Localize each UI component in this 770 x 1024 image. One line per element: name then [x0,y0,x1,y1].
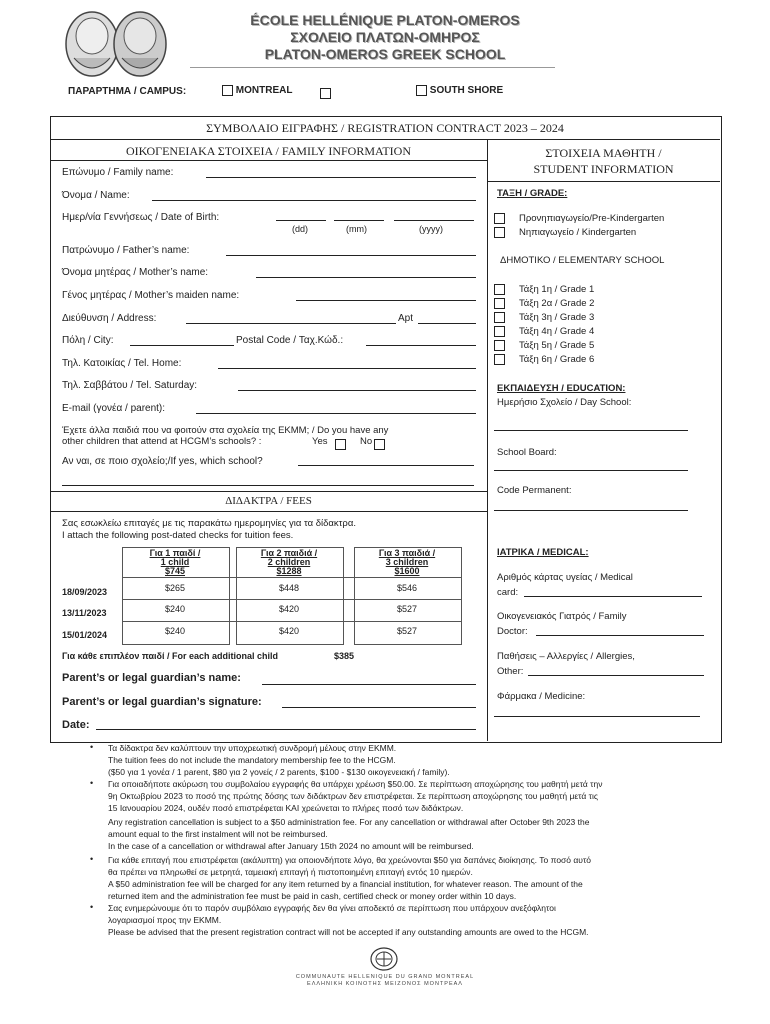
note-line: Τα δίδακτρα δεν καλύπτουν την υποχρεωτική συνδρομή μέλους στην ΕΚΜΜ. [108,743,397,753]
col1-en: 1 child [160,557,190,567]
family-heading: ΟΙΚΟΓΕΝΕΙΑΚΑ ΣΤΟΙΧΕΙΑ / FAMILY INFORMATION [126,144,411,158]
note-line: Please be advised that the present registration contract will not be accepted if any outstanding amounts are owed to the HCGM. [108,927,589,937]
city-field[interactable] [130,345,234,346]
allergies-label-2: Other: [497,666,524,677]
divider [122,577,462,578]
medical-label: ΙΑΤΡΙΚΑ / MEDICAL: [497,547,589,558]
grade-label: ΤΑΞΗ / GRADE: [497,188,568,199]
divider [122,621,462,622]
note-line: 9η Οκτωβρίου 2023 το ποσό της πρώτης δόσης των διδάκτρων δεν επιστρέφεται. Σε περίπτωση αποχώρησης του μαθητή μετά τις [108,791,599,801]
fee-cell: $527 [396,604,418,614]
bullet: • [90,778,94,788]
col3-en: 3 children [385,557,429,567]
divider [50,511,487,512]
campus-montreal-label: MONTREAL [235,85,293,97]
col3-gr: Για 3 παιδιά / [378,548,436,558]
prek-label: Προνηπιαγωγείο/Pre-Kindergarten [519,213,665,225]
col1-total: $745 [164,566,186,576]
postal-label: Postal Code / Ταχ.Κώδ.: [236,335,344,346]
footer-line-2: ΕΛΛΗΝΙΚΗ ΚΟΙΝΟΤΗΣ ΜΕΙΖΟΝΟΣ ΜΟΝΤΡΕΑΛ [307,981,463,987]
grade-3-label: Τάξη 3η / Grade 3 [519,312,595,324]
note-line: Για οποιαδήποτε ακύρωση του συμβολαίου εγγραφής θα υπάρχει χρέωση $50.00. Σε περίπτωση αποχώρησης του μαθητή μετά την [108,779,603,789]
col3-total: $1600 [394,566,420,576]
note-line: A $50 administration fee will be charged for any item returned by a financial institution, for whatever reason. The amount of the [108,879,583,889]
note-line: Any registration cancellation is subject to a $50 administration fee. For any cancellation or withdrawal after October 9th 2023 the [108,817,590,827]
contract-title: ΣΥΜΒΟΛΑΙΟ ΕΙΓΡΑΦΗΣ / REGISTRATION CONTRACT 2023 – 2024 [206,121,564,135]
divider [122,599,462,600]
medicine-label: Φάρμακα / Medicine: [497,691,586,702]
school-board-label: School Board: [497,447,557,458]
additional-child-value: $385 [334,651,355,661]
date-label: Date: [62,719,90,731]
guardian-signature-field[interactable] [282,707,476,708]
dob-day-field[interactable] [276,220,326,221]
student-heading-gr: ΣΤΟΙΧΕΙΑ ΜΑΘΗΤΗ / [545,146,662,160]
fee-cell: $527 [396,626,418,636]
fee-cell: $546 [396,583,418,593]
col2-en: 2 children [267,557,311,567]
campus-montreal-checkbox[interactable] [222,85,233,96]
mother-label: Όνομα μητέρας / Mother’s name: [62,267,209,278]
grade-3-checkbox[interactable] [494,312,505,323]
bullet: • [90,902,94,912]
grade-4-checkbox[interactable] [494,326,505,337]
bullet: • [90,742,94,752]
prek-checkbox[interactable] [494,213,505,224]
school-name-en: PLATON-OMEROS GREEK SCHOOL [264,46,506,62]
community-emblem-icon [369,946,399,972]
code-permanent-field[interactable] [494,510,688,511]
divider [50,139,720,140]
kindergarten-checkbox[interactable] [494,227,505,238]
tel-saturday-field[interactable] [238,390,476,391]
campus-south-shore-label: SOUTH SHORE [429,85,504,97]
medical-card-field[interactable] [524,596,702,597]
student-heading-en: STUDENT INFORMATION [533,162,674,176]
fee-cell: $420 [278,626,300,636]
mother-maiden-field[interactable] [296,300,476,301]
dob-year-field[interactable] [394,220,474,221]
apt-field[interactable] [418,323,476,324]
which-school-field[interactable] [298,465,474,466]
postal-field[interactable] [366,345,476,346]
medicine-field[interactable] [494,716,700,717]
fees-intro-en: I attach the following post-dated checks for tuition fees. [62,530,294,541]
note-line: ($50 για 1 γονέα / 1 parent, $80 για 2 γονείς / 2 parents, $100 - $130 οικογενειακή / family). [108,767,450,777]
divider [50,491,487,492]
kindergarten-label: Νηπιαγωγείο / Kindergarten [519,227,637,239]
day-school-field[interactable] [494,430,688,431]
apt-label: Apt [398,313,414,324]
other-children-no-checkbox[interactable] [374,439,385,450]
day-school-label: Ημερήσιο Σχολείο / Day School: [497,397,632,408]
grade-2-label: Τάξη 2α / Grade 2 [519,298,595,310]
dob-label: Ημερ/νία Γεννήσεως / Date of Birth: [62,212,220,223]
education-label: ΕΚΠΑΙΔΕΥΣΗ / EDUCATION: [497,383,626,394]
guardian-name-field[interactable] [262,684,476,685]
mm-hint: (mm) [346,224,367,234]
code-permanent-label: Code Permanent: [497,485,572,496]
father-label: Πατρώνυμο / Father’s name: [62,245,190,256]
note-line: amount equal to the first instalment will not be reimbursed. [108,829,328,839]
dob-month-field[interactable] [334,220,384,221]
date-field[interactable] [96,729,476,730]
fee-date-2: 13/11/2023 [62,608,107,618]
allergies-label-1: Παθήσεις – Αλλεργίες / Allergies, [497,651,635,662]
fee-date-1: 18/09/2023 [62,587,108,597]
fee-cell: $240 [164,604,186,614]
note-line: 15 Ιανουαρίου 2024, ουδέν ποσό επιστρέφεται ΚΑΙ χρεώνεται το πλήρες ποσό των διδάκτρων. [108,803,464,813]
col1-gr: Για 1 παιδί / [149,548,201,558]
family-name-field[interactable] [206,177,476,178]
fee-date-3: 15/01/2024 [62,630,108,640]
medical-card-label-1: Αριθμός κάρτας υγείας / Medical [497,572,633,583]
name-label: Όνομα / Name: [62,190,130,201]
column-divider [487,139,488,741]
note-line: Σας ενημερώνουμε ότι το παρόν συμβόλαιο εγγραφής δεν θα γίνει αποδεκτό σε περίπτωση που υπάρχουν ανεξόφλητοι [108,903,556,913]
which-school-label: Αν ναι, σε ποιο σχολείο;/If yes, which school? [62,456,263,467]
no-label: No [360,436,373,447]
grade-2-checkbox[interactable] [494,298,505,309]
note-line: The tuition fees do not include the mandatory membership fee to the HCGM. [108,755,396,765]
mother-maiden-label: Γένος μητέρας / Mother’s maiden name: [62,290,240,301]
additional-child-label: Για κάθε επιπλέον παιδί / For each additional child [62,651,278,661]
mother-field[interactable] [256,277,476,278]
fees-table [122,547,462,643]
campus-south-shore-checkbox[interactable] [416,85,427,96]
school-name-fr: ÉCOLE HELLÉNIQUE PLATON-OMEROS [250,12,520,28]
father-field[interactable] [226,255,476,256]
campus-other-checkbox[interactable] [320,88,331,99]
elementary-label: ΔΗΜΟΤΙΚΟ / ELEMENTARY SCHOOL [500,255,665,266]
col2-total: $1288 [276,566,302,576]
fee-cell: $265 [164,583,186,593]
note-line: Για κάθε επιταγή που επιστρέφεται (ακάλυπτη) για οποιονδήποτε λόγο, θα χρεώνονται $50 για δαπάνες διοίκησης. Το ποσό αυτό [108,855,592,865]
col2-gr: Για 2 παιδιά / [260,548,318,558]
campus-label: ΠΑΡΑΡΤΗΜΑ / CAMPUS: [68,86,187,97]
grade-1-label: Τάξη 1η / Grade 1 [519,284,595,296]
address-label: Διεύθυνση / Address: [62,313,157,324]
school-name-gr: ΣΧΟΛΕΙΟ ΠΛΑΤΩΝ-ΟΜΗΡΟΣ [290,29,480,45]
school-board-field[interactable] [494,470,688,471]
grade-4-label: Τάξη 4η / Grade 4 [519,326,595,338]
tel-home-field[interactable] [218,368,476,369]
grade-5-label: Τάξη 5η / Grade 5 [519,340,595,352]
city-label: Πόλη / City: [62,335,114,346]
allergies-field[interactable] [528,675,704,676]
fees-heading: ΔΙΔΑΚΤΡΑ / FEES [225,495,312,507]
other-children-yes-checkbox[interactable] [335,439,346,450]
tel-home-label: Τηλ. Κατοικίας / Tel. Home: [62,358,182,369]
divider [487,181,720,182]
other-children-question-2: other children that attend at HCGM’s schools? : [62,436,262,447]
address-field[interactable] [186,323,396,324]
divider [50,160,487,161]
guardian-signature-label: Parent’s or legal guardian’s signature: [62,696,262,708]
note-line: returned item and the administration fee must be paid in cash, certified check or money order within 10 days. [108,891,517,901]
grade-6-checkbox[interactable] [494,354,505,365]
fees-intro-gr: Σας εσωκλείω επιταγές με τις παρακάτω ημερομηνίες για τα δίδακτρα. [62,518,356,529]
doctor-label-2: Doctor: [497,626,528,637]
guardian-name-label: Parent’s or legal guardian’s name: [62,672,241,684]
dd-hint: (dd) [292,224,309,234]
email-label: E-mail (γονέα / parent): [62,403,166,414]
medical-card-label-2: card: [497,587,519,598]
grade-5-checkbox[interactable] [494,340,505,351]
fee-cell: $448 [278,583,300,593]
note-line: λογαριασμοί προς την ΕΚΜΜ. [108,915,222,925]
doctor-field[interactable] [536,635,704,636]
other-children-question-1: Έχετε άλλα παιδιά που να φοιτούν στα σχολεία της ΕΚΜΜ; / Do you have any [62,425,389,436]
fee-cell: $420 [278,604,300,614]
fee-cell: $240 [164,626,186,636]
doctor-label-1: Οικογενειακός Γιατρός / Family [497,611,627,622]
grade-6-label: Τάξη 6η / Grade 6 [519,354,595,366]
which-school-field-2[interactable] [62,485,474,486]
family-name-label: Επώνυμο / Family name: [62,167,174,178]
note-line: θα πρέπει να πληρωθεί σε μετρητά, ταμειακή επιταγή ή πιστοποιημένη επιταγή εντός 10 ημερών. [108,867,473,877]
grade-1-checkbox[interactable] [494,284,505,295]
yes-label: Yes [312,436,328,447]
tel-saturday-label: Τηλ. Σαββάτου / Tel. Saturday: [62,380,198,391]
name-field[interactable] [152,200,476,201]
footer-line-1: COMMUNAUTE HELLENIQUE DU GRAND MONTREAL [295,974,475,980]
bullet: • [90,854,94,864]
note-line: In the case of a cancellation or withdrawal after January 15th 2024 no amount will be reimbursed. [108,841,474,851]
yyyy-hint: (yyyy) [419,224,443,234]
header-divider [190,67,555,68]
email-field[interactable] [196,413,476,414]
